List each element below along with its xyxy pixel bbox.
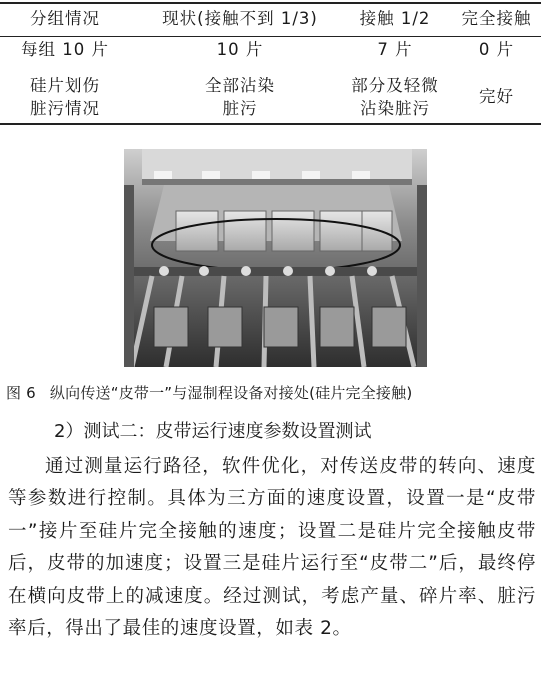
- table-header-current: 现状(接触不到 1/3): [162, 9, 318, 28]
- table-bottom-rule: [0, 123, 541, 125]
- table-cell-half-count: 7 片: [377, 40, 413, 59]
- figure-caption: [6, 383, 412, 403]
- table-cell-line: 脏污: [222, 99, 258, 118]
- table-cell-half-condition: [340, 74, 450, 120]
- table-cell-current-count: 10 片: [216, 40, 264, 59]
- table-cell-line: 硅片划伤: [30, 76, 100, 95]
- table-top-rule: [0, 2, 541, 4]
- table-cell-count: 每组 10 片: [21, 40, 109, 59]
- table-cell-condition-label: [0, 74, 130, 120]
- table-header-full: 完全接触: [461, 9, 532, 28]
- body-paragraph: 通过测量运行路径，软件优化，对传送皮带的转向、速度等参数进行控制。具体为三方面的速度设置，设置一是“皮带一”接片至硅片完全接触的速度；设置二是硅片完全接触皮带后，皮带的加速度；设置三是硅片运行至“皮带二”后，最终停在横向皮带上的减速度。经过测试，考虑产量、碎片率、脏污率后，得出了最佳的速度设置，如表 2。: [8, 456, 536, 640]
- table-cell-line: 脏污情况: [30, 99, 100, 118]
- table-header-half: 接触 1/2: [359, 9, 431, 28]
- table-cell-full-condition: 完好: [479, 87, 514, 106]
- table-cell-full-count: 0 片: [478, 40, 515, 59]
- section-heading: 2）测试二：皮带运行速度参数设置测试: [54, 421, 372, 442]
- table-cell-line: 全部沾染: [205, 76, 275, 95]
- equipment-photo-drawing: [124, 149, 427, 367]
- equipment-photo: [124, 149, 427, 367]
- table-cell-line: 沾染脏污: [360, 99, 430, 118]
- table-header-rule: [0, 36, 541, 37]
- figure-number: 图 6: [6, 384, 36, 402]
- table-header-group: 分组情况: [30, 9, 100, 28]
- figure-caption-text: 纵向传送“皮带一”与湿制程设备对接处(硅片完全接触): [49, 384, 413, 402]
- table-cell-line: 部分及轻微: [351, 76, 439, 95]
- table-cell-current-condition: [130, 74, 350, 120]
